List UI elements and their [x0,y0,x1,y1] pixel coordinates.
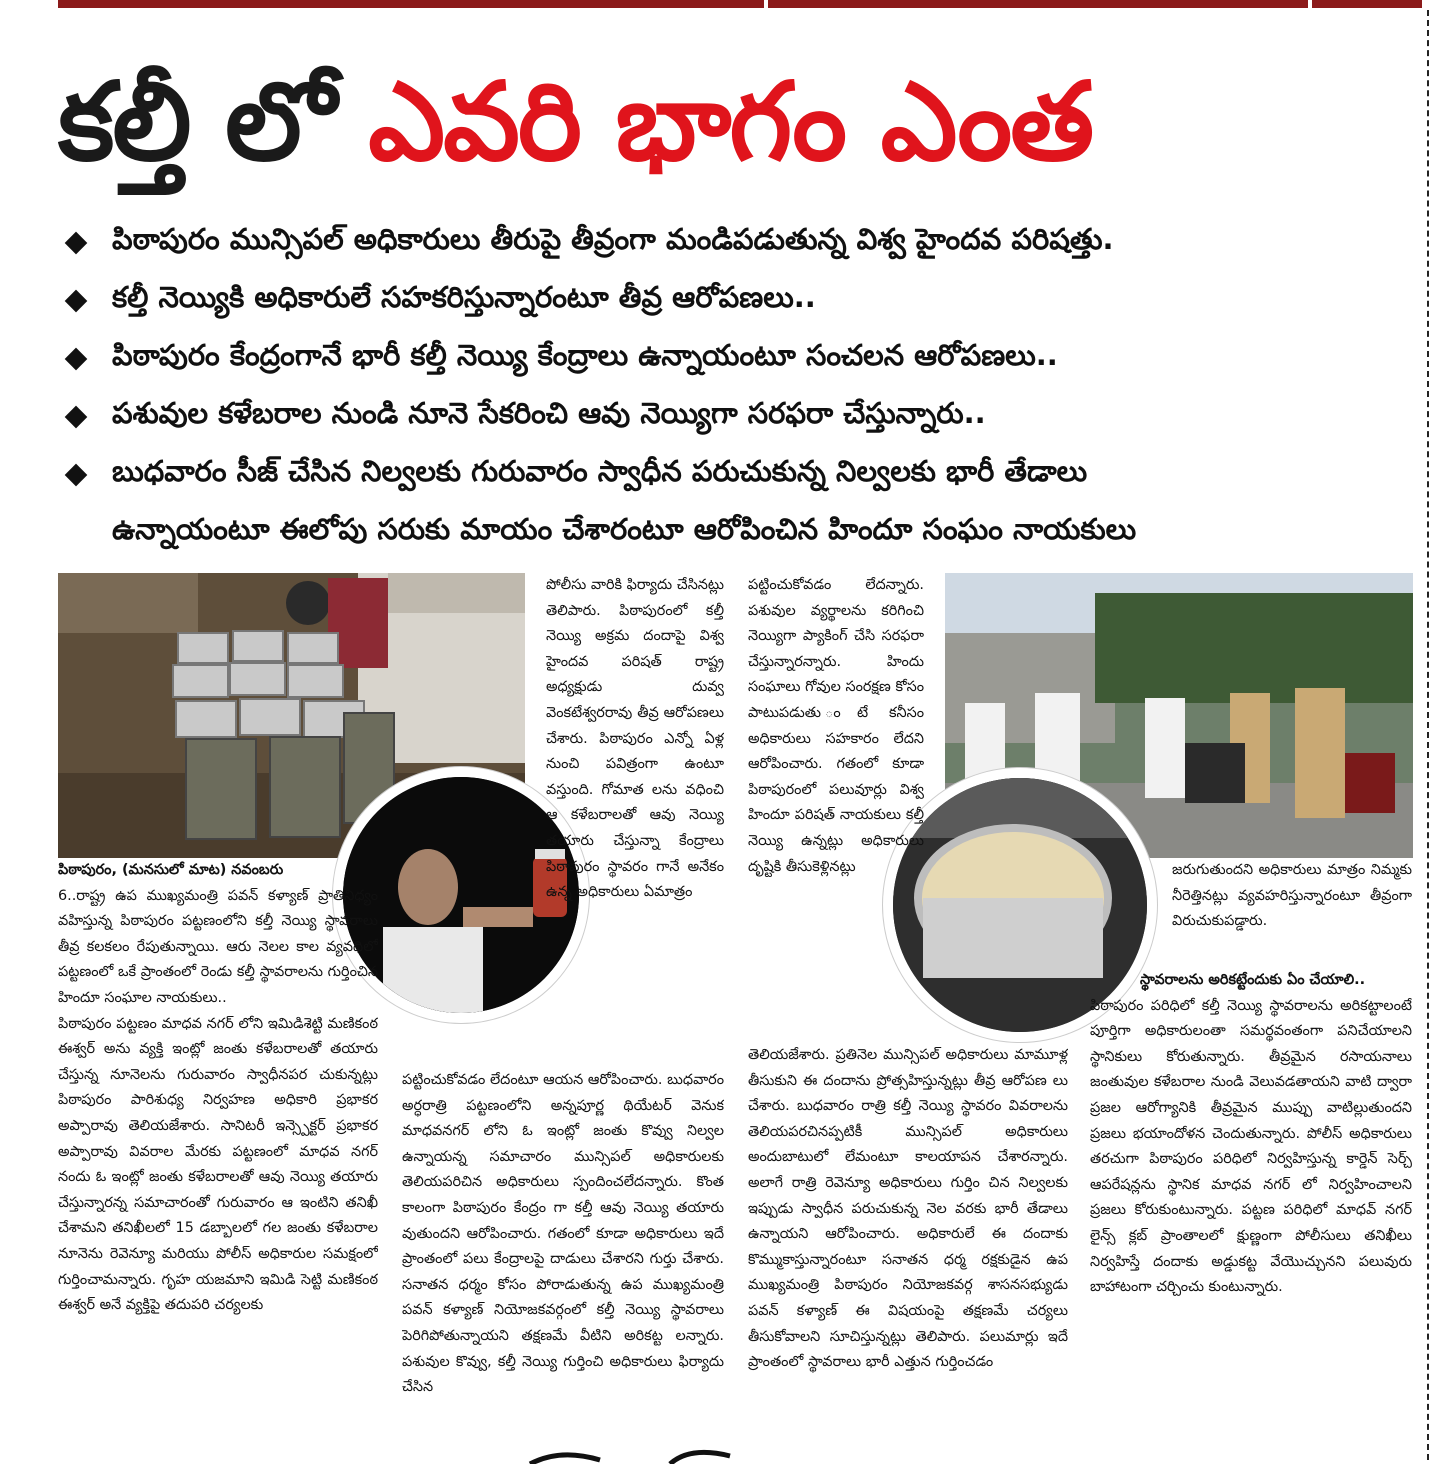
column-divider [1427,10,1429,1460]
article-column-3-top [748,573,924,1043]
bullet-item: పశువుల కళేబరాల నుండి నూనె సేకరించి ఆవు నెయ్యిగా సరఫరా చేస్తున్నారు.. [62,388,1402,446]
col3-top-text: పట్టించుకోవడం లేదన్నారు. పశువుల వ్యర్థాలను కరిగించి నెయ్యిగా ప్యాకింగ్ చేసి సరఫరా చేస్తున్నారన్నారు. హిందు సంఘాలు గోవుల సంరక్షణ కోసం పాటుపడుతు ంటే కనీసం అధికారులు సహకారం లేదని ఆరోపించారు. గతంలో కూడా పిఠాపురంలో పలువూర్లు విశ్వ హిందూ పరిషత్ నాయకులు కల్తీ నెయ్యి ఉన్నట్లు అధికారులు దృష్టికి తీసుకెళ్లినట్లు [748,577,924,875]
bullet-continuation: ఉన్నాయంటూ ఈలోపు సరుకు మాయం చేశారంటూ ఆరోపించిన హిందూ సంఘం నాయకులు [112,512,1137,546]
bullet-item: పిఠాపురం కేంద్రంగానే భారీ కల్తీ నెయ్యి కేంద్రాలు ఉన్నాయంటూ సంచలన ఆరోపణలు.. [62,330,1402,388]
col4-paragraph-1: జరుగుతుందని అధికారులు మాత్రం నిమ్మకు నీరెత్తినట్లు వ్యవహరిస్తున్నారంటూ తీవ్రంగా విరుచుకుపడ్డారు. [1172,862,1412,930]
col3-bottom-text: తెలియజేశారు. ప్రతినెల మున్సిపల్ అధికారులు మామూళ్ల తీసుకుని ఈ దందాను ప్రోత్సహిస్తున్నట్లు తీవ్ర ఆరోపణ లు చేశారు. బుధవారం రాత్రి కల్తీ నెయ్యి స్థావరం వివరాలను తెలియపరచినప్పటికీ మున్సిపల్ అధికారులు అందుబాటులో లేమంటూ కాలయాపన చేశారన్నారు. అలాగే రాత్రి రెవెన్యూ అధికారులు గుర్తిం చిన నిల్వలకు ఇప్పుడు స్వాధీన పరుచుకున్న నెల వరకు భారీ తేడాలు ఉన్నాయని ఆరోపించారు. అధికారులే ఈ దందాకు కొమ్ముకాస్తున్నారంటూ సనాతన ధర్మ రక్షకుడైన ఉప ముఖ్యమంత్రి పిఠాపురం నియోజకవర్గ శాసనసభ్యుడు పవన్ కళ్యాణ్ ఈ విషయంపై తక్షణమే చర్యలు తీసుకోవాలని సూచిస్తున్నట్లు తెలిపారు. పలుమార్లు ఇదే ప్రాంతంలో స్థావరాలు భారీ ఎత్తున గుర్తించడం [748,1047,1068,1371]
diamond-bullet-icon [65,290,88,313]
col1-paragraph-1: 6..రాష్ట్ర ఉప ముఖ్యమంత్రి పవన్ కళ్యాణ్ ప్రాతినిధ్యం వహిస్తున్న పిఠాపురం పట్టణంలోని కల్తీ నెయ్యి స్థావరాలు తీవ్ర కలకలం రేపుతున్నాయి. ఆరు నెలల కాల వ్యవధిలో పట్టణంలో ఒకే ప్రాంతంలో రెండు కల్తీ స్థావరాలను గుర్తించిన హిందూ సంఘాల నాయకులు.. [58,887,378,1006]
col2-top-text: పోలీసు వారికి ఫిర్యాదు చేసినట్లు తెలిపారు. పిఠాపురంలో కల్తీ నెయ్యి అక్రమ దందాపై విశ్వ హైందవ పరిషత్ రాష్ట్ర అధ్యక్షుడు దువ్వ వెంకటేశ్వరరావు తీవ్ర ఆరోపణలు చేశారు. పిఠాపురం ఎన్నో ఏళ్ల నుంచి పవిత్రంగా ఉంటూ వస్తుంది. గోమాత లను వధించి ఆ కళేబరాలతో ఆవు నెయ్యి తయారు చేస్తున్నా కేంద్రాలు పిఠాపురం స్థావరం గానే అనేకం ఉన్న అధికారులు ఏమాత్రం [546,577,724,901]
article-column-2-top [546,573,724,1068]
diamond-bullet-icon [65,232,88,255]
next-headline-fragment [520,1446,760,1464]
article-column-1 [58,858,378,1438]
diamond-bullet-icon [65,406,88,429]
article-column-3-bottom [748,1043,1068,1438]
col2-bottom-text: పట్టించుకోవడం లేదంటూ ఆయన ఆరోపించారు. బుధవారం అర్ధరాత్రి పట్టణంలోని అన్నపూర్ణ థియేటర్ వెనుక మాధవనగర్ లోని ఓ ఇంట్లో జంతు కొవ్వు నిల్వల ఉన్నాయన్న సమాచారం మున్సిపల్ అధికారులకు తెలియపరిచిన అధికారులు స్పందించలేదన్నారు. కొంత కాలంగా పిఠాపురం కేంద్రం గా కల్తీ ఆవు నెయ్యి తయారు వుతుందని ఆరోపించారు. గతంలో కూడా అధికారులు ఇదే ప్రాంతంలో పలు కేంద్రాలపై దాడులు చేశారని గుర్తు చేశారు. సనాతన ధర్మం కోసం పోరాడుతున్న ఉప ముఖ్యమంత్రి పవన్ కళ్యాణ్ నియోజకవర్గంలో కల్తీ నెయ్యి స్థావరాలు పెరిగిపోతున్నాయని తక్షణమే వీటిని అరికట్ట లన్నారు. పశువుల కొవ్వు, కల్తీ నెయ్యి గుర్తించి అధికారులు ఫిర్యాదు చేసిన [402,1072,724,1396]
col4-subheading: స్థావరాలను అరికట్టేందుకు ఏం చేయాలి.. [1140,972,1366,988]
diamond-bullet-icon [65,464,88,487]
top-rule-left [58,0,764,8]
headline-black: కల్తీ లో [58,60,335,185]
col4-paragraph-2: పిఠాపురం పరిధిలో కల్తీ నెయ్యి స్థావరాలను అరికట్టాలంటే పూర్తిగా అధికారులంతా సమర్థవంతంగా పనిచేయాలని స్థానికులు కోరుతున్నారు. తీవ్రమైన రసాయనాలు జంతువుల కళేబరాల నుండి వెలువడతాయని వాటి ద్వారా ప్రజల ఆరోగ్యానికి తీవ్రమైన ముప్పు వాటిల్లుతుందని ప్రజలు భయాందోళన చెందుతున్నారు. పోలీస్ అధికారులు తరచుగా పిఠాపురం పరిధిలో నిర్వహిస్తున్న కార్డెన్ సెర్చ్ ఆపరేషన్లను స్థానిక మాధవ నగర్ లో నిర్వహించాలని ప్రజలు కోరుకుంటున్నారు. పట్టణ పరిధిలో మాధవ్ నగర్ లైన్స్ క్లబ్ ప్రాంతాలలో క్షుణ్ణంగా పోలీసులు తనిఖీలు నిర్వహిస్తే దందాకు అడ్డుకట్ట వేయొచ్చునని పలువురు బాహాటంగా చర్చించు కుంటున్నారు. [1090,997,1412,1296]
bullet-item: పిఠాపురం మున్సిపల్ అధికారులు తీరుపై తీవ్రంగా మండిపడుతున్న విశ్వ హైందవ పరిషత్తు. [62,214,1402,272]
article-column-4-bottom [1090,968,1412,1408]
col1-paragraph-2: పిఠాపురం పట్టణం మాధవ నగర్ లోని ఇమిడిశెట్టి మణికంఠ ఈశ్వర్ అను వ్యక్తి ఇంట్లో జంతు కళేబరాలతో తయారు చేస్తున్న నూనెలను గురువారం స్వాధీనపర చుకున్నట్లు పిఠాపురం పారిశుధ్య నిర్వహణ అధికారి ప్రభాకర అప్పారావు తెలియజేశారు. సానిటరీ ఇన్స్పెక్టర్ ప్రభాకర అప్పారావు వివరాల మేరకు పట్టణంలో మాధవ నగర్ నందు ఓ ఇంట్లో జంతు కళేబరాలతో ఆవు నెయ్యి తయారు చేస్తున్నారన్న సమాచారంతో గురువారం ఆ ఇంటిని తనిఖీ చేశామని తనిఖీలలో 15 డబ్బాలలో గల జంతు కళేబరాల నూనెను రెవెన్యూ మరియు పోలీస్ అధికారుల సమక్షంలో గుర్తించామన్నారు. గృహ యజమాని ఇమిడి సెట్టి మణికంఠ ఈశ్వర్ అనే వ్యక్తిపై తదుపరి చర్యలకు [58,1015,378,1314]
top-rule-middle [768,0,1308,8]
article-column-2-bottom [402,1068,724,1438]
bullet-list [62,214,1402,562]
headline-red: ఎవరి భాగం ఎంత [368,60,1093,185]
bullet-item: బుధవారం సీజ్ చేసిన నిల్వలకు గురువారం స్వాధీన పరుచుకున్న నిల్వలకు భారీ తేడాలు [62,446,1402,504]
bullet-item: కల్తీ నెయ్యికి అధికారులే సహకరిస్తున్నారంటూ తీవ్ర ఆరోపణలు.. [62,272,1402,330]
headline [58,48,1418,198]
diamond-bullet-icon [65,348,88,371]
top-rule-right [1312,0,1422,8]
dateline: పిఠాపురం, (మనసులో మాట) నవంబరు [58,862,284,878]
